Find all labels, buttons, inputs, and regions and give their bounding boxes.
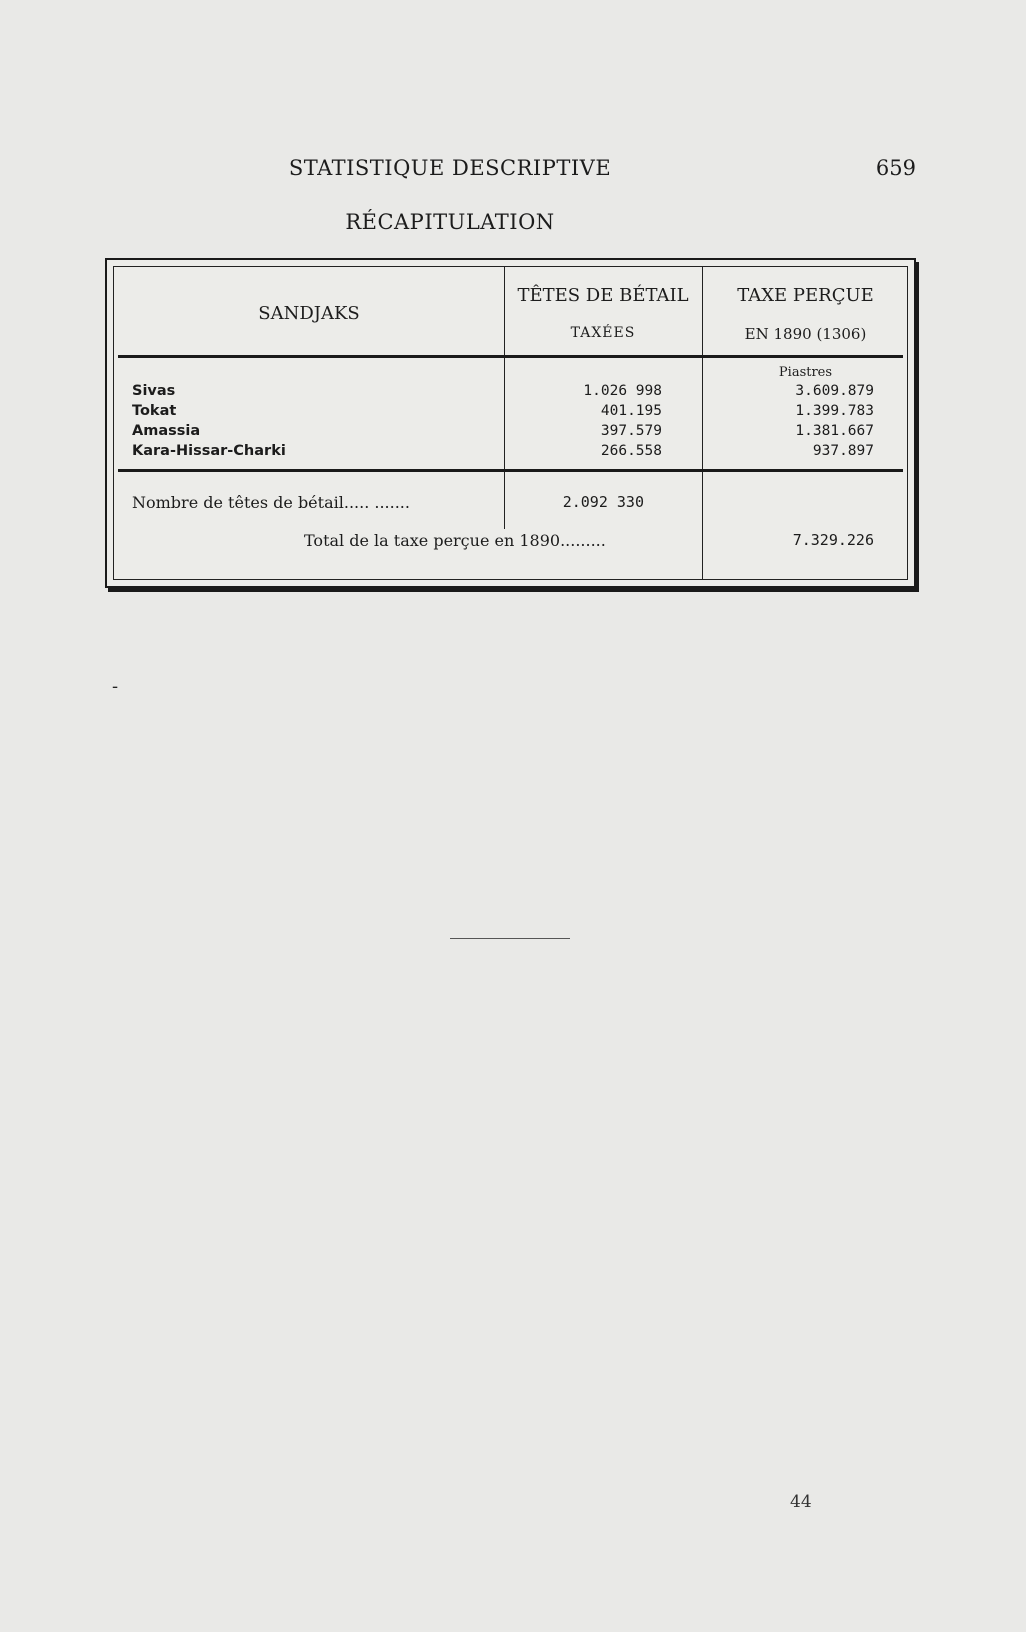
table-row bbox=[114, 403, 909, 423]
total-label: Total de la taxe perçue en 1890......... bbox=[304, 531, 606, 550]
body-rule bbox=[118, 469, 903, 472]
table-row bbox=[114, 383, 909, 403]
sandjak-name: Amassia bbox=[132, 423, 201, 439]
tetes-value: 1.026 998 bbox=[583, 383, 662, 399]
header-rule bbox=[118, 355, 903, 358]
nombre-row bbox=[114, 493, 909, 519]
sandjak-name: Sivas bbox=[132, 383, 176, 399]
recap-table bbox=[105, 258, 916, 588]
taxe-value: 937.897 bbox=[812, 443, 874, 459]
tetes-value: 266.558 bbox=[600, 443, 662, 459]
total-row bbox=[114, 531, 909, 557]
running-header bbox=[110, 152, 920, 186]
taxe-value: 3.609.879 bbox=[795, 383, 874, 399]
sandjak-name: Kara-Hissar-Charki bbox=[132, 443, 286, 459]
page-number: 659 bbox=[875, 156, 916, 180]
nombre-label: Nombre de têtes de bétail..... ....... bbox=[132, 493, 410, 512]
section-title: RÉCAPITULATION bbox=[345, 210, 555, 234]
tetes-value: 401.195 bbox=[600, 403, 662, 419]
unit-label: Piastres bbox=[778, 365, 833, 380]
column-header-taxe: TAXE PERÇUE bbox=[737, 285, 874, 306]
table-row bbox=[114, 423, 909, 443]
table-row bbox=[114, 443, 909, 463]
column-header-sandjaks: SANDJAKS bbox=[258, 303, 360, 324]
column-subheader-taxe: EN 1890 (1306) bbox=[744, 325, 867, 343]
section-divider bbox=[450, 938, 570, 939]
taxe-value: 1.399.783 bbox=[795, 403, 874, 419]
column-header-tetes: TÊTES DE BÉTAIL bbox=[517, 285, 689, 306]
margin-mark: - bbox=[112, 676, 119, 697]
sandjak-name: Tokat bbox=[132, 403, 177, 419]
table-inner-border bbox=[113, 266, 908, 580]
column-subheader-tetes: TAXÉES bbox=[570, 325, 636, 341]
tetes-value: 397.579 bbox=[600, 423, 662, 439]
total-value: 7.329.226 bbox=[792, 531, 874, 549]
folio-number: 44 bbox=[790, 1492, 812, 1512]
table-body bbox=[114, 383, 909, 463]
taxe-value: 1.381.667 bbox=[795, 423, 874, 439]
nombre-value: 2.092 330 bbox=[562, 493, 644, 511]
running-title: STATISTIQUE DESCRIPTIVE bbox=[288, 156, 612, 180]
